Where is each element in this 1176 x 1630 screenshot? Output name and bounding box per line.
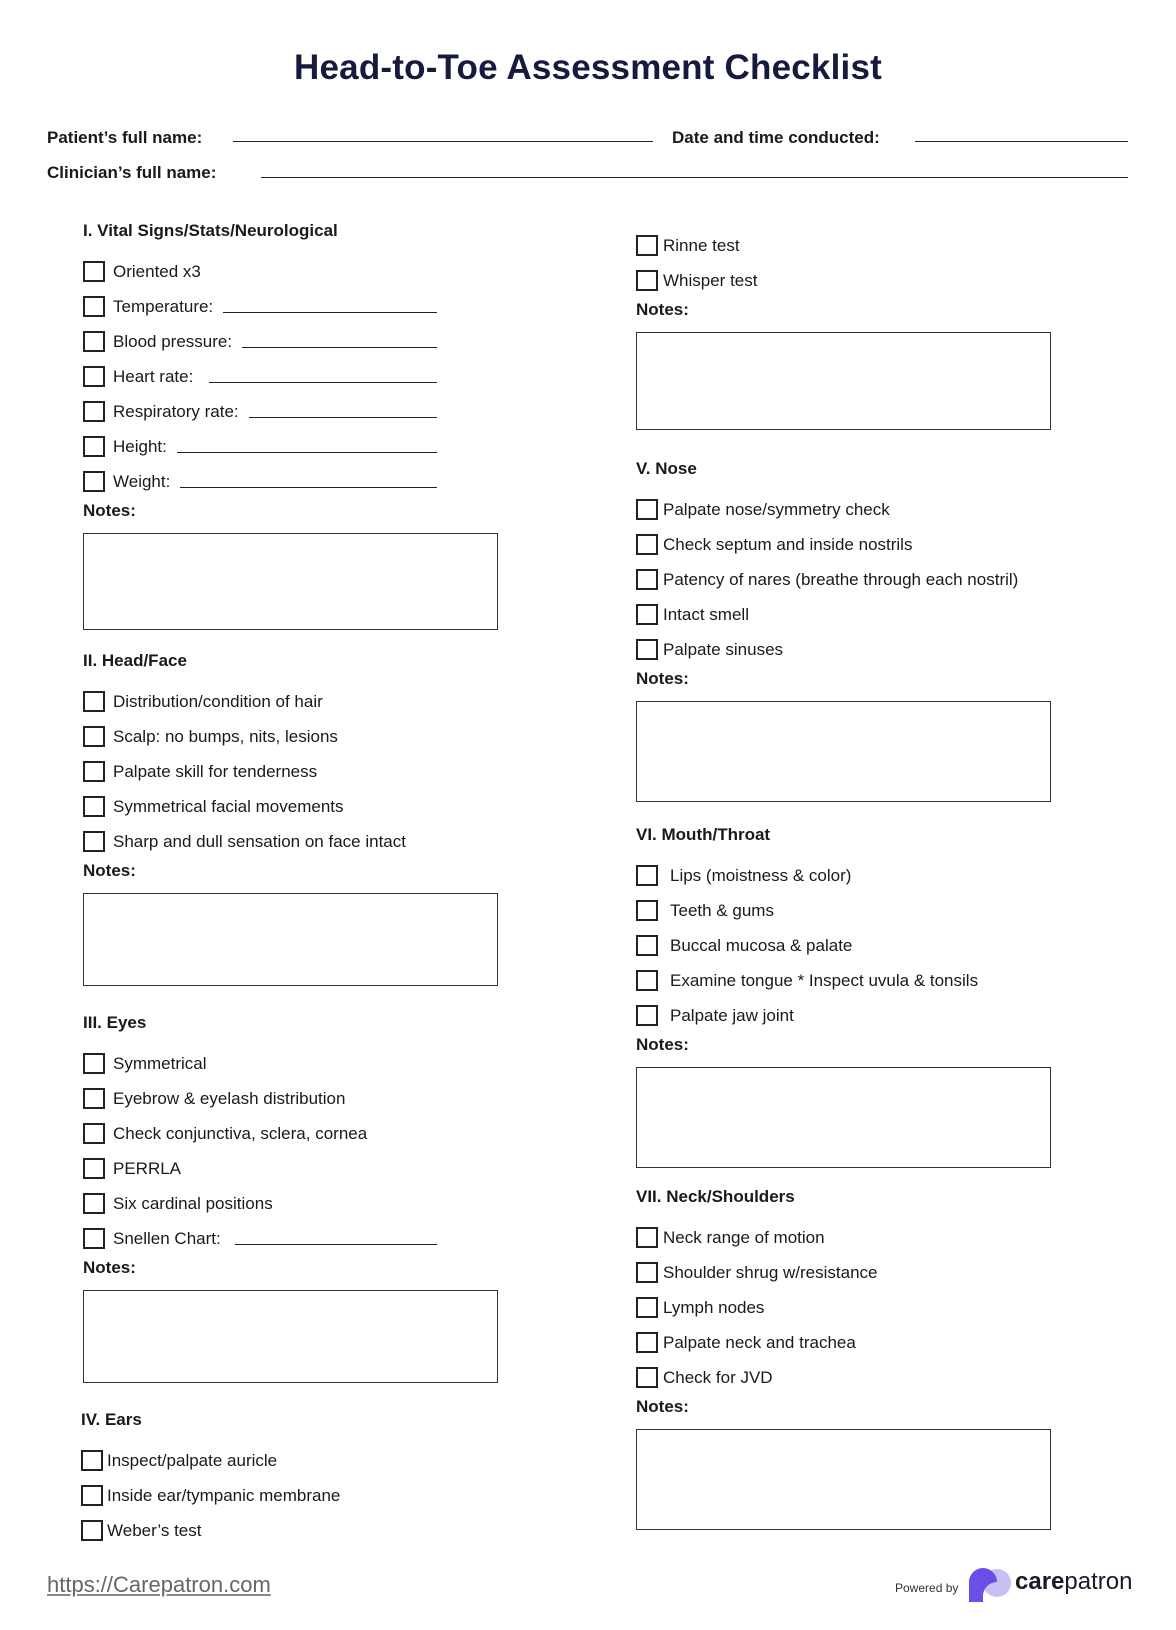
checklist-item[interactable]: Check conjunctiva, sclera, cornea — [83, 1116, 437, 1151]
height-field[interactable] — [177, 452, 437, 453]
checkbox[interactable] — [83, 296, 105, 317]
checkbox[interactable] — [83, 331, 105, 352]
checklist-item[interactable]: Patency of nares (breathe through each nostril) — [636, 562, 1096, 597]
checkbox[interactable] — [83, 761, 105, 782]
checkbox[interactable] — [636, 569, 658, 590]
section-nose — [636, 458, 1096, 802]
checkbox[interactable] — [636, 900, 658, 921]
checklist-item[interactable]: Eyebrow & eyelash distribution — [83, 1081, 437, 1116]
checkbox[interactable] — [636, 235, 658, 256]
notes-label: Notes: — [83, 501, 136, 520]
checkbox[interactable] — [636, 1262, 658, 1283]
snellen-chart-field[interactable] — [235, 1244, 437, 1245]
checklist-item[interactable]: Respiratory rate: — [83, 394, 437, 429]
checklist-item[interactable]: Distribution/condition of hair — [83, 684, 503, 719]
checklist-item[interactable]: Buccal mucosa & palate — [636, 928, 1096, 963]
section-title: I. Vital Signs/Stats/Neurological — [83, 221, 338, 240]
notes-label: Notes: — [636, 669, 689, 688]
checklist-item[interactable]: Lymph nodes — [636, 1290, 1096, 1325]
checkbox[interactable] — [83, 726, 105, 747]
checkbox[interactable] — [83, 831, 105, 852]
checklist-item[interactable]: Blood pressure: — [83, 324, 437, 359]
notes-label: Notes: — [636, 1035, 689, 1054]
notes-box-nose[interactable] — [636, 701, 1051, 802]
notes-box-ears[interactable] — [636, 332, 1051, 430]
checkbox[interactable] — [83, 471, 105, 492]
checklist-item[interactable]: Palpate skill for tenderness — [83, 754, 503, 789]
checklist-item[interactable]: Sharp and dull sensation on face intact — [83, 824, 503, 859]
checklist-item[interactable]: Six cardinal positions — [83, 1186, 437, 1221]
checkbox[interactable] — [83, 1123, 105, 1144]
section-head-face — [83, 650, 503, 986]
checkbox[interactable] — [636, 639, 658, 660]
section-title: IV. Ears — [81, 1410, 142, 1429]
section-ears — [81, 1409, 501, 1548]
checkbox[interactable] — [636, 865, 658, 886]
checklist-item[interactable]: Palpate sinuses — [636, 632, 1096, 667]
checklist-item[interactable]: Heart rate: — [83, 359, 437, 394]
checkbox[interactable] — [636, 1297, 658, 1318]
checkbox[interactable] — [83, 1158, 105, 1179]
heart-rate-field[interactable] — [209, 382, 437, 383]
checklist-item[interactable]: Oriented x3 — [83, 254, 437, 289]
notes-box-eyes[interactable] — [83, 1290, 498, 1383]
checklist-item[interactable]: Symmetrical facial movements — [83, 789, 503, 824]
checkbox[interactable] — [83, 796, 105, 817]
checklist-item[interactable]: Examine tongue * Inspect uvula & tonsils — [636, 963, 1096, 998]
section-title: V. Nose — [636, 459, 697, 478]
checkbox[interactable] — [636, 1005, 658, 1026]
checklist-item[interactable]: Scalp: no bumps, nits, lesions — [83, 719, 503, 754]
section-eyes — [83, 1012, 437, 1383]
checklist-item[interactable]: Weber’s test — [81, 1513, 501, 1548]
patient-name-label: Patient’s full name: — [47, 128, 203, 147]
checklist-item[interactable]: Symmetrical — [83, 1046, 437, 1081]
powered-by-label: Powered by — [895, 1581, 959, 1595]
checklist-item[interactable]: Whisper test — [636, 263, 1076, 298]
checkbox[interactable] — [636, 604, 658, 625]
checkbox[interactable] — [81, 1520, 103, 1541]
notes-label: Notes: — [636, 300, 689, 319]
checkbox[interactable] — [636, 970, 658, 991]
checkbox[interactable] — [83, 1193, 105, 1214]
checkbox[interactable] — [636, 1332, 658, 1353]
checkbox[interactable] — [83, 1228, 105, 1249]
date-time-field[interactable] — [915, 141, 1128, 142]
section-title: VII. Neck/Shoulders — [636, 1187, 795, 1206]
checkbox[interactable] — [81, 1450, 103, 1471]
checklist-item[interactable]: Teeth & gums — [636, 893, 1096, 928]
page-title: Head-to-Toe Assessment Checklist — [294, 48, 882, 87]
clinician-name-label: Clinician’s full name: — [47, 163, 217, 182]
notes-box-head-face[interactable] — [83, 893, 498, 986]
notes-box-vitals[interactable] — [83, 533, 498, 630]
weight-field[interactable] — [180, 487, 437, 488]
carepatron-brand: carepatron — [1015, 1568, 1133, 1595]
carepatron-logo-icon — [965, 1568, 1013, 1602]
checklist-item[interactable]: Palpate neck and trachea — [636, 1325, 1096, 1360]
checklist-item[interactable]: Height: — [83, 429, 437, 464]
section-neck-shoulders — [636, 1186, 1096, 1530]
checklist-item[interactable]: Snellen Chart: — [83, 1221, 437, 1256]
section-mouth-throat — [636, 824, 1096, 1168]
blood-pressure-field[interactable] — [242, 347, 437, 348]
checkbox[interactable] — [636, 534, 658, 555]
checkbox[interactable] — [636, 499, 658, 520]
section-ears-continued — [636, 228, 1076, 430]
checklist-item[interactable]: Check for JVD — [636, 1360, 1096, 1395]
checklist-item[interactable]: Shoulder shrug w/resistance — [636, 1255, 1096, 1290]
section-title: II. Head/Face — [83, 651, 187, 670]
checklist-item[interactable]: Inspect/palpate auricle — [81, 1443, 501, 1478]
checkbox[interactable] — [83, 691, 105, 712]
section-vital-signs — [83, 220, 437, 630]
notes-box-neck-shoulders[interactable] — [636, 1429, 1051, 1530]
date-time-label: Date and time conducted: — [672, 128, 880, 147]
carepatron-link[interactable]: https://Carepatron.com — [47, 1572, 271, 1597]
checkbox[interactable] — [83, 401, 105, 422]
checkbox[interactable] — [83, 1088, 105, 1109]
patient-name-field[interactable] — [233, 141, 653, 142]
checkbox[interactable] — [83, 366, 105, 387]
checkbox[interactable] — [83, 261, 105, 282]
clinician-name-field[interactable] — [261, 177, 1128, 178]
checkbox[interactable] — [636, 1367, 658, 1388]
checkbox[interactable] — [636, 935, 658, 956]
checklist-item[interactable]: Lips (moistness & color) — [636, 858, 1096, 893]
notes-label: Notes: — [83, 861, 136, 880]
checkbox[interactable] — [636, 1227, 658, 1248]
section-title: III. Eyes — [83, 1013, 147, 1032]
checklist-item[interactable]: Intact smell — [636, 597, 1096, 632]
checkbox[interactable] — [83, 1053, 105, 1074]
checklist-item[interactable]: Palpate jaw joint — [636, 998, 1096, 1033]
checkbox[interactable] — [81, 1485, 103, 1506]
checklist-item[interactable]: Neck range of motion — [636, 1220, 1096, 1255]
section-title: VI. Mouth/Throat — [636, 825, 771, 844]
checkbox[interactable] — [636, 270, 658, 291]
checkbox[interactable] — [83, 436, 105, 457]
checklist-item[interactable]: PERRLA — [83, 1151, 437, 1186]
checklist-item[interactable]: Inside ear/tympanic membrane — [81, 1478, 501, 1513]
notes-label: Notes: — [636, 1397, 689, 1416]
respiratory-rate-field[interactable] — [249, 417, 437, 418]
checklist-item[interactable]: Weight: — [83, 464, 437, 499]
notes-label: Notes: — [83, 1258, 136, 1277]
checklist-item[interactable]: Rinne test — [636, 228, 1076, 263]
checklist-item[interactable]: Check septum and inside nostrils — [636, 527, 1096, 562]
temperature-field[interactable] — [223, 312, 437, 313]
notes-box-mouth-throat[interactable] — [636, 1067, 1051, 1168]
checklist-item[interactable]: Temperature: — [83, 289, 437, 324]
checklist-item[interactable]: Palpate nose/symmetry check — [636, 492, 1096, 527]
